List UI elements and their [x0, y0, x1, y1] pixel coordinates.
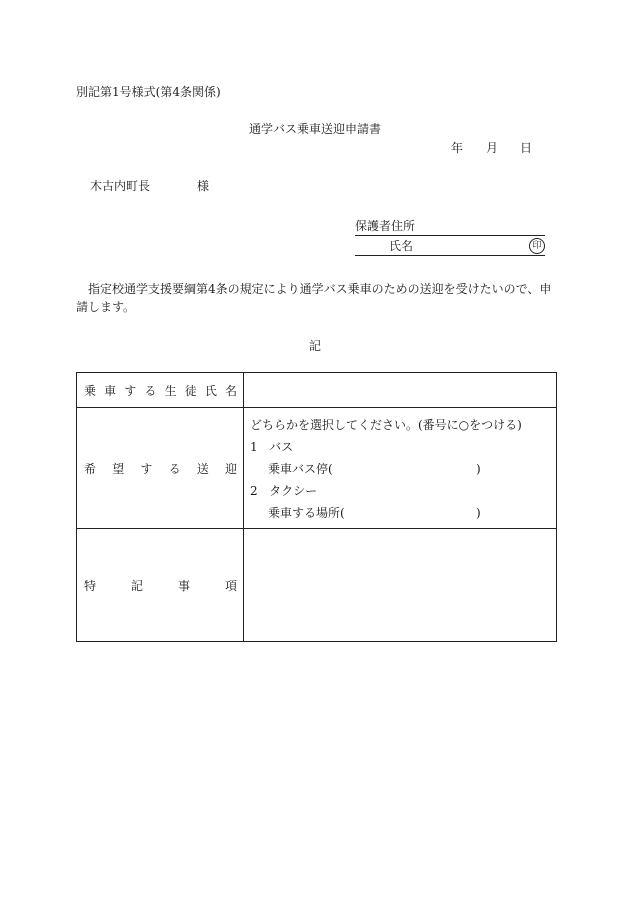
- transport-options-cell[interactable]: [244, 408, 557, 529]
- guardian-name-field[interactable]: [355, 238, 545, 256]
- bus-stop-close: ): [476, 462, 481, 476]
- student-name-field[interactable]: [244, 373, 557, 408]
- pickup-place-field[interactable]: [250, 502, 556, 524]
- table-row-transport: [77, 408, 557, 529]
- transport-label-char: 希: [84, 461, 97, 476]
- student-label-char: す: [124, 383, 137, 398]
- option-bus-number: 1: [250, 440, 258, 454]
- student-label-char: 生: [164, 383, 177, 398]
- student-label-char: 車: [104, 383, 117, 398]
- notes-label-char: 記: [130, 578, 143, 593]
- seal-mark-icon: 印: [529, 238, 545, 254]
- notes-header: [77, 529, 244, 642]
- guardian-address-label: 保護者住所: [355, 219, 416, 233]
- student-label-char: 名: [224, 383, 237, 398]
- transport-header: [77, 408, 244, 529]
- addressee-honorific: 様: [197, 179, 210, 193]
- option-taxi-label: タクシー: [269, 484, 318, 498]
- notes-label-char: 項: [224, 578, 237, 593]
- application-statement: 指定校通学支援要綱第4条の規定により通学バス乗車のための送迎を受けたいので、申請します。: [76, 282, 552, 314]
- student-label-char: 徒: [184, 383, 197, 398]
- table-row-student: [77, 373, 557, 408]
- option-taxi[interactable]: [250, 480, 556, 502]
- option-bus-label: バス: [269, 440, 294, 454]
- transport-label-char: す: [140, 461, 153, 476]
- student-label-char: る: [144, 383, 157, 398]
- table-row-notes: [77, 529, 557, 642]
- date-year: 年: [451, 141, 464, 155]
- guardian-address-field[interactable]: [355, 218, 545, 236]
- pickup-place-close: ): [476, 506, 481, 520]
- pickup-place-label: 乗車する場所(: [268, 506, 345, 520]
- transport-label-char: 望: [112, 461, 125, 476]
- notes-field[interactable]: [244, 529, 557, 642]
- guardian-name-label: 氏名: [389, 239, 414, 253]
- date-day: 日: [520, 141, 533, 155]
- option-bus[interactable]: [250, 436, 556, 458]
- addressee-name: 木古内町長: [90, 179, 151, 193]
- transport-label-char: る: [168, 461, 181, 476]
- form-reference: 別記第1号様式(第4条関係): [76, 85, 221, 99]
- transport-label-char: 送: [196, 461, 209, 476]
- page-title: 通学バス乗車送迎申請書: [248, 122, 381, 136]
- student-label-char: 乗: [84, 383, 97, 398]
- student-label-char: 氏: [204, 383, 217, 398]
- transport-instruction: どちらかを選択してください。(番号に○をつける): [250, 418, 522, 432]
- bus-stop-label: 乗車バス停(: [268, 462, 333, 476]
- option-taxi-number: 2: [250, 484, 258, 498]
- application-table: [76, 372, 557, 642]
- transport-label-char: 迎: [224, 461, 237, 476]
- date-month: 月: [486, 141, 499, 155]
- notes-label-char: 事: [177, 578, 190, 593]
- ki-heading: 記: [308, 339, 321, 353]
- student-name-header: [77, 373, 244, 408]
- bus-stop-field[interactable]: [250, 458, 556, 480]
- notes-label-char: 特: [84, 578, 97, 593]
